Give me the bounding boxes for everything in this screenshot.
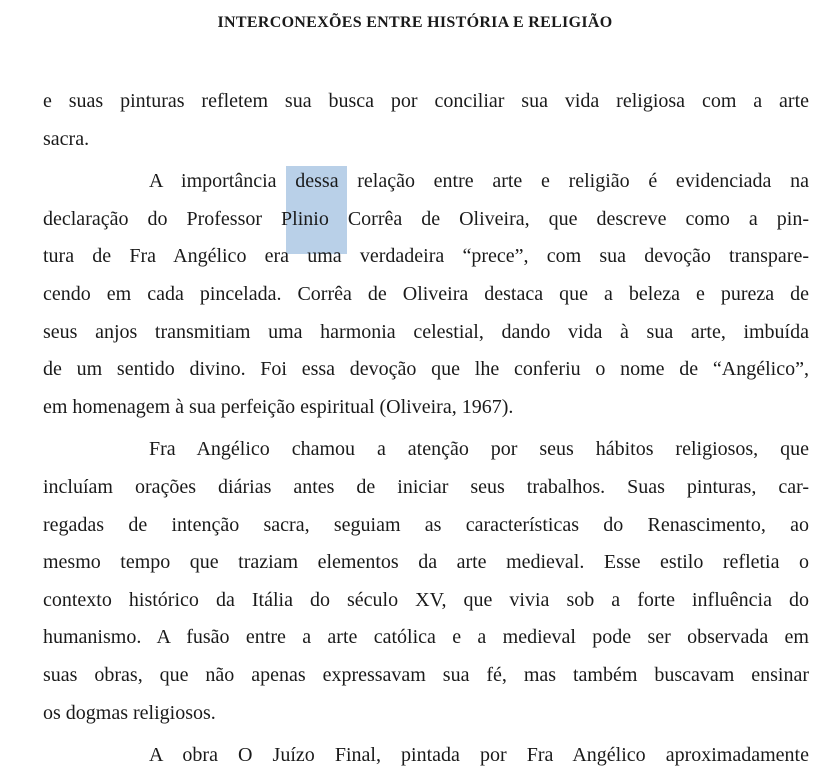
text-line: humanismo. A fusão entre a arte católica e a medieval pode ser observada em: [43, 626, 809, 649]
running-head: INTERCONEXÕES ENTRE HISTÓRIA E RELIGIÃO: [217, 14, 613, 31]
text-line: contexto histórico da Itália do século XV, que vivia sob a forte influência do: [43, 588, 809, 611]
text-line: tura de Fra Angélico era uma verdadeira “prece”, com sua devoção transpare-: [43, 245, 809, 268]
body-text[interactable]: [43, 83, 809, 775]
text-line: e suas pinturas refletem sua busca por conciliar sua vida religiosa com a arte: [43, 90, 809, 112]
text-line: regadas de intenção sacra, seguiam as características do Renascimento, ao: [43, 513, 809, 536]
paragraph: [43, 737, 809, 775]
paragraph: [43, 83, 809, 158]
text-line: incluíam orações diárias antes de iniciar seus trabalhos. Suas pinturas, car-: [43, 475, 809, 498]
text-line: declaração do Professor Plinio Corrêa de Oliveira, que descreve como a pin-: [43, 207, 809, 230]
text-line: A obra O Juízo Final, pintada por Fra Angélico aproximadamente: [149, 744, 809, 767]
paragraph: [43, 163, 809, 426]
text-line: Fra Angélico chamou a atenção por seus hábitos religiosos, que: [149, 438, 809, 461]
paragraph: [43, 431, 809, 732]
text-line: sacra.: [43, 127, 90, 150]
text-line: A importância dessa relação entre arte e religião é evidenciada na: [149, 170, 809, 193]
text-line: mesmo tempo que traziam elementos da arte medieval. Esse estilo refletia o: [43, 551, 809, 574]
text-line: suas obras, que não apenas expressavam sua fé, mas também buscavam ensinar: [43, 663, 809, 686]
text-line: em homenagem à sua perfeição espiritual (Oliveira, 1967).: [43, 395, 514, 418]
text-line: os dogmas religiosos.: [43, 701, 216, 724]
text-line: de um sentido divino. Foi essa devoção que lhe conferiu o nome de “Angélico”,: [43, 358, 809, 381]
text-line: cendo em cada pincelada. Corrêa de Oliveira destaca que a beleza e pureza de: [43, 282, 809, 305]
text-line: seus anjos transmitiam uma harmonia celestial, dando vida à sua arte, imbuída: [43, 320, 809, 343]
